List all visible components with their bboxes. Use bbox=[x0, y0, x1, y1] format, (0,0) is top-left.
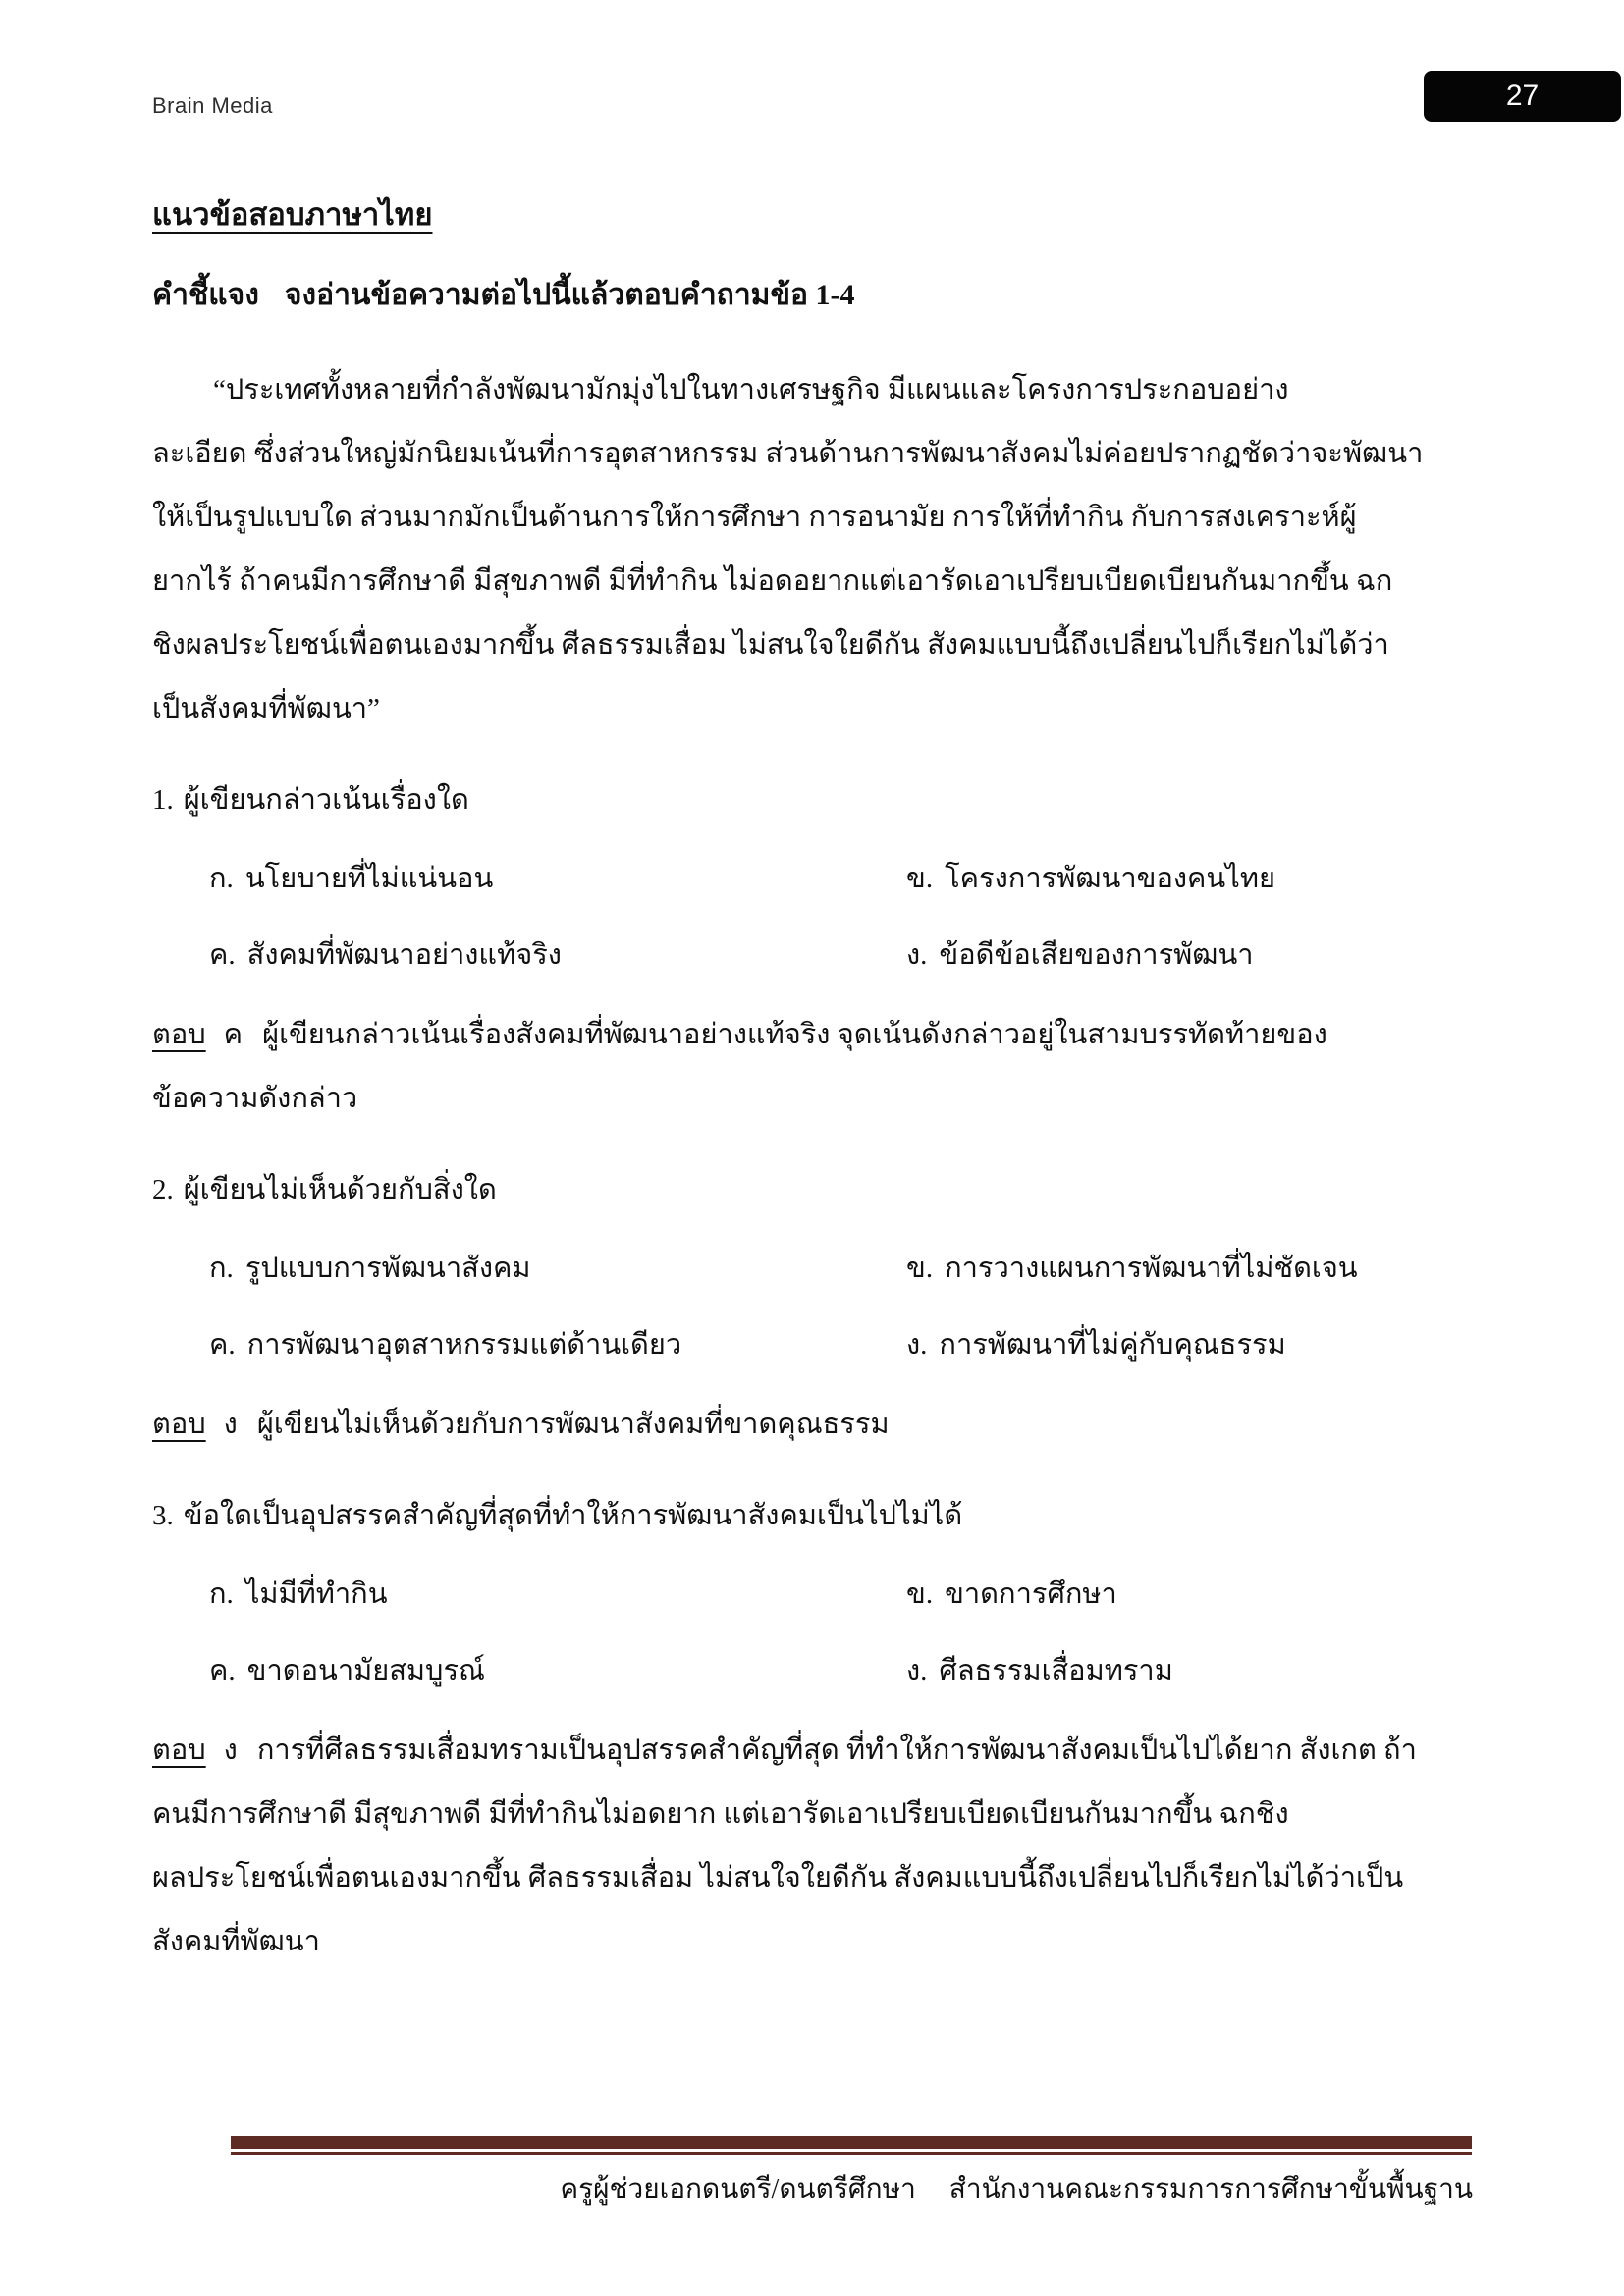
choice-option bbox=[906, 840, 1476, 917]
brand-label: Brain Media bbox=[152, 93, 273, 118]
choices bbox=[152, 1556, 1476, 1709]
choices bbox=[152, 840, 1476, 993]
choice-option bbox=[906, 1230, 1476, 1307]
footer-text bbox=[152, 2166, 1473, 2214]
choice-text: ขาดอนามัยสมบูรณ์ bbox=[246, 1655, 485, 1686]
answer-choice: ง bbox=[223, 1409, 238, 1440]
choice-label: ค. bbox=[209, 1655, 236, 1686]
title-row bbox=[152, 191, 1476, 239]
choice-label: ข. bbox=[906, 1578, 934, 1610]
question-text: ผู้เขียนกล่าวเน้นเรื่องใด bbox=[183, 784, 469, 816]
page-number: 27 bbox=[1505, 80, 1540, 112]
question-block bbox=[152, 769, 1476, 1131]
answer-line bbox=[152, 1393, 1476, 1457]
answer-label: ตอบ bbox=[152, 1409, 206, 1440]
instruction-label: คำชี้แจง bbox=[152, 279, 259, 311]
document-content bbox=[152, 191, 1476, 1974]
choice-label: ค. bbox=[209, 939, 236, 971]
choice-option bbox=[209, 917, 906, 993]
passage-line: เป็นสังคมที่พัฒนา” bbox=[152, 693, 380, 724]
answer-label: ตอบ bbox=[152, 1735, 206, 1766]
question-line bbox=[152, 1158, 1476, 1222]
question-number: 1. bbox=[152, 784, 174, 816]
choice-option bbox=[209, 1556, 906, 1632]
question-number: 3. bbox=[152, 1500, 174, 1531]
choice-option bbox=[209, 840, 906, 917]
choice-text: รูปแบบการพัฒนาสังคม bbox=[244, 1253, 531, 1284]
answer-line bbox=[152, 1719, 1476, 1783]
choice-label: ง. bbox=[906, 939, 928, 971]
choice-option bbox=[209, 1307, 906, 1383]
choice-label: ข. bbox=[906, 863, 934, 894]
question-line bbox=[152, 769, 1476, 832]
choice-option bbox=[906, 917, 1476, 993]
choices bbox=[152, 1230, 1476, 1383]
question-block bbox=[152, 1484, 1476, 1974]
passage bbox=[152, 358, 1476, 741]
answer-choice: ค bbox=[223, 1019, 244, 1050]
choice-text: สังคมที่พัฒนาอย่างแท้จริง bbox=[246, 939, 562, 971]
choice-option bbox=[209, 1230, 906, 1307]
question-text: ผู้เขียนไม่เห็นด้วยกับสิ่งใด bbox=[183, 1174, 497, 1205]
page-title: แนวข้อสอบภาษาไทย bbox=[152, 197, 433, 232]
passage-line: “ประเทศทั้งหลายที่กำลังพัฒนามักมุ่งไปในทางเศรษฐกิจ มีแผนและโครงการประกอบอย่าง bbox=[213, 374, 1289, 405]
questions bbox=[152, 769, 1476, 1974]
choice-option bbox=[209, 1632, 906, 1709]
choice-text: โครงการพัฒนาของคนไทย bbox=[945, 863, 1275, 894]
answer bbox=[152, 1003, 1476, 1131]
answer-text: การที่ศีลธรรมเสื่อมทรามเป็นอุปสรรคสำคัญที่สุด ที่ทำให้การพัฒนาสังคมเป็นไปได้ยาก สังเกต ถ้า bbox=[256, 1735, 1417, 1766]
choice-text: นโยบายที่ไม่แน่นอน bbox=[244, 863, 494, 894]
answer-line: ข้อความดังกล่าว bbox=[152, 1083, 358, 1114]
page-number-badge bbox=[1424, 71, 1621, 122]
choice-text: ข้อดีข้อเสียของการพัฒนา bbox=[939, 939, 1254, 971]
passage-line: ให้เป็นรูปแบบใด ส่วนมากมักเป็นด้านการให้การศึกษา การอนามัย การให้ที่ทำกิน กับการสงเคราะห์ผู้ bbox=[152, 502, 1357, 533]
answer-text: ผู้เขียนไม่เห็นด้วยกับการพัฒนาสังคมที่ขาดคุณธรรม bbox=[256, 1409, 890, 1440]
choice-label: ค. bbox=[209, 1329, 236, 1361]
answer bbox=[152, 1719, 1476, 1974]
choice-label: ก. bbox=[209, 1578, 234, 1610]
choice-option bbox=[906, 1307, 1476, 1383]
choice-option bbox=[906, 1556, 1476, 1632]
answer-line: ผลประโยชน์เพื่อตนเองมากขึ้น ศีลธรรมเสื่อม ไม่สนใจใยดีกัน สังคมแบบนี้ถึงเปลี่ยนไปก็เรียกไม่ได้ว่าเป็น bbox=[152, 1862, 1404, 1894]
instruction-text: จงอ่านข้อความต่อไปนี้แล้วตอบคำถามข้อ 1-4 bbox=[284, 279, 855, 311]
footer-divider bbox=[231, 2136, 1472, 2155]
choice-label: ก. bbox=[209, 863, 234, 894]
instruction-line bbox=[152, 272, 1476, 319]
answer-line: คนมีการศึกษาดี มีสุขภาพดี มีที่ทำกินไม่อดยาก แต่เอารัดเอาเปรียบเบียดเบียนกันมากขึ้น ฉกชิง bbox=[152, 1798, 1289, 1830]
choice-label: ง. bbox=[906, 1329, 928, 1361]
question-line bbox=[152, 1484, 1476, 1548]
answer-text: ผู้เขียนกล่าวเน้นเรื่องสังคมที่พัฒนาอย่างแท้จริง จุดเน้นดังกล่าวอยู่ในสามบรรทัดท้ายของ bbox=[262, 1019, 1327, 1050]
passage-line: ยากไร้ ถ้าคนมีการศึกษาดี มีสุขภาพดี มีที่ทำกิน ไม่อดอยากแต่เอารัดเอาเปรียบเบียดเบียนกันมากขึ้น ฉก bbox=[152, 565, 1393, 597]
answer-label: ตอบ bbox=[152, 1019, 206, 1050]
answer bbox=[152, 1393, 1476, 1457]
choice-text: ศีลธรรมเสื่อมทราม bbox=[939, 1655, 1173, 1686]
choice-label: ข. bbox=[906, 1253, 934, 1284]
question-block bbox=[152, 1158, 1476, 1457]
answer-line: สังคมที่พัฒนา bbox=[152, 1926, 320, 1957]
choice-text: การวางแผนการพัฒนาที่ไม่ชัดเจน bbox=[945, 1253, 1358, 1284]
footer-divider-thin-line bbox=[231, 2152, 1472, 2155]
choice-label: ง. bbox=[906, 1655, 928, 1686]
choice-text: ไม่มีที่ทำกิน bbox=[244, 1578, 388, 1610]
choice-text: ขาดการศึกษา bbox=[945, 1578, 1117, 1610]
answer-choice: ง bbox=[223, 1735, 238, 1766]
footer-author: ครูผู้ช่วยเอกดนตรี/ดนตรีศึกษา bbox=[560, 2174, 916, 2205]
question-text: ข้อใดเป็นอุปสรรคสำคัญที่สุดที่ทำให้การพัฒนาสังคมเป็นไปไม่ได้ bbox=[183, 1500, 963, 1531]
footer-organization: สำนักงานคณะกรรมการการศึกษาขั้นพื้นฐาน bbox=[948, 2174, 1473, 2205]
footer-divider-thick-line bbox=[231, 2136, 1472, 2149]
choice-label: ก. bbox=[209, 1253, 234, 1284]
answer-line bbox=[152, 1003, 1476, 1067]
question-number: 2. bbox=[152, 1174, 174, 1205]
choice-option bbox=[906, 1632, 1476, 1709]
passage-line: ชิงผลประโยชน์เพื่อตนเองมากขึ้น ศีลธรรมเสื่อม ไม่สนใจใยดีกัน สังคมแบบนี้ถึงเปลี่ยนไปก็เรียกไม่ได้ว่า bbox=[152, 629, 1389, 661]
choice-text: การพัฒนาอุตสาหกรรมแต่ด้านเดียว bbox=[246, 1329, 682, 1361]
passage-line: ละเอียด ซึ่งส่วนใหญ่มักนิยมเน้นที่การอุตสาหกรรม ส่วนด้านการพัฒนาสังคมไม่ค่อยปรากฏชัดว่าจะพัฒนา bbox=[152, 438, 1424, 469]
choice-text: การพัฒนาที่ไม่คู่กับคุณธรรม bbox=[939, 1329, 1286, 1361]
